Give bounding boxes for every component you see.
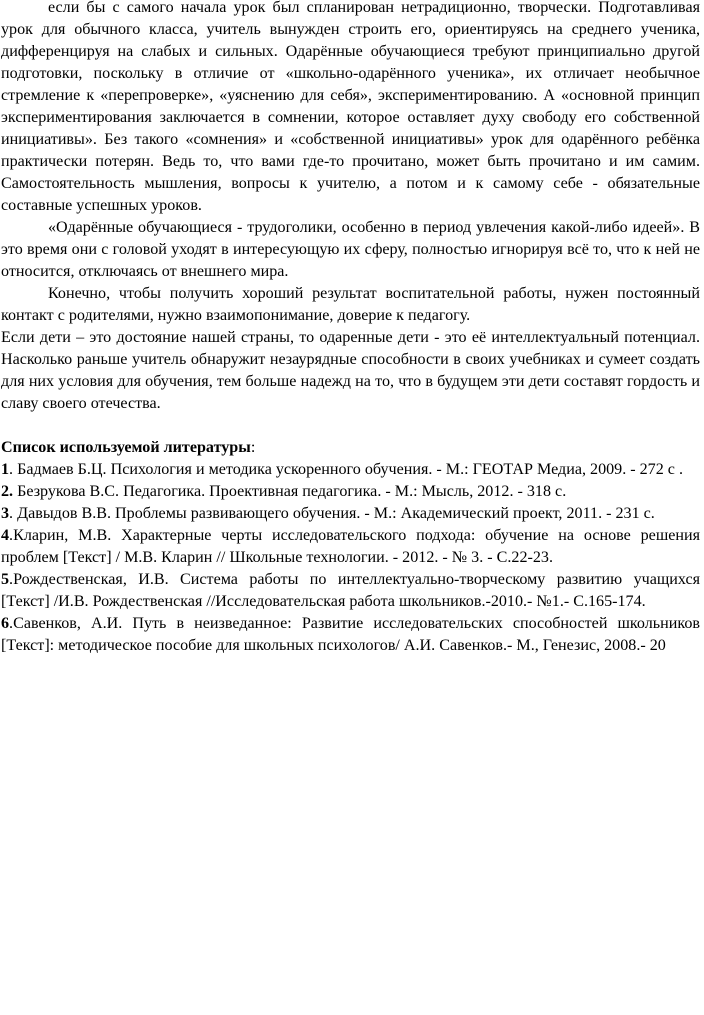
reference-text: Давыдов В.В. Проблемы развивающего обучения. - М.: Академический проект, 2011. - 231 с. [17,505,655,522]
body-paragraph-2: «Одарённые обучающиеся - трудоголики, особенно в период увлечения какой-либо идеей». В это время они с головой уходят в интересующую их сферу, полностью игнорируя всё то, что к ней не относится, отключаясь от внешнего мира. [1,219,700,280]
reference-text: Бадмаев Б.Ц. Психология и методика ускоренного обучения. - М.: ГЕОТАР Медиа, 2009. - 272 с . [17,461,683,478]
reference-separator: . [9,505,18,522]
body-paragraph-4: Если дети – это достояние нашей страны, то одаренные дети - это её интеллектуальный потенциал. Насколько раньше учитель обнаружит незаурядные способности в своих учебниках и сумеет создать для них условия для обучения, тем больше надежд на то, что в будущем эти дети составят гордость и славу своего отечества. [1,329,700,412]
reference-item-5 [1,569,700,613]
spacer [1,415,700,437]
reference-separator: . [9,527,14,544]
reference-number: 2. [1,483,14,500]
reference-separator: . [9,461,18,478]
reference-separator: . [9,615,14,632]
reference-number: 1 [1,461,10,478]
reference-number: 3 [1,505,10,522]
reference-text: Кларин, М.В. Характерные черты исследовательского подхода: обучение на основе решения проблем [Текст] / М.В. Кларин // Школьные технологии. - 2012. - № 3. - С.22-23. [1,527,700,566]
reference-item-6 [1,613,700,657]
reference-number: 5 [1,571,10,588]
references-heading [1,437,700,459]
reference-item-1 [1,459,700,481]
body-paragraph-1: если бы с самого начала урок был спланирован нетрадиционно, творчески. Подготавливая урок для обычного класса, учитель вынужден строить его, ориентируясь на среднего ученика, дифференцируя на слабых и сильных. Одарённые обучающиеся требуют принципиально другой подготовки, поскольку в отличие от «школьно-одарённого ученика», их отличает необычное стремление к «перепроверке», «уяснению для себя», экспериментированию. А «основной принцип экспериментирования заключается в сомнении, которое оставляет духу свободу его собственной инициативы». Без такого «сомнения» и «собственной инициативы» урок для одарённого ребёнка практически потерян. Ведь то, что вами где-то прочитано, может быть прочитано и им самим. Самостоятельность мышления, вопросы к учителю, а потом и к самому себе - обязательные составные успешных уроков. [1,0,700,214]
reference-text: Безрукова В.С. Педагогика. Проективная педагогика. - М.: Мысль, 2012. - 318 с. [17,483,567,500]
reference-item-2 [1,481,700,503]
reference-number: 6 [1,615,10,632]
references-heading-text: Список используемой литературы [1,439,251,456]
references-list [1,459,700,657]
body-paragraph-3: Конечно, чтобы получить хороший результат воспитательной работы, нужен постоянный контакт с родителями, нужно взаимопонимание, доверие к педагогу. [1,285,700,324]
reference-item-3 [1,503,700,525]
reference-item-4 [1,525,700,569]
references-heading-colon: : [250,439,256,456]
reference-number: 4 [1,527,10,544]
reference-separator: . [9,571,14,588]
reference-text: Рождественская, И.В. Система работы по интеллектуально-творческому развитию учащихся [Текст] /И.В. Рождественская //Исследовательская работа школьников.-2010.- №1.- С.165-174. [1,571,700,610]
reference-text: Савенков, А.И. Путь в неизведанное: Развитие исследовательских способностей школьников [Текст]: методическое пособие для школьных психологов/ А.И. Савенков.- М., Генезис, 2008.- 20 [1,615,700,654]
